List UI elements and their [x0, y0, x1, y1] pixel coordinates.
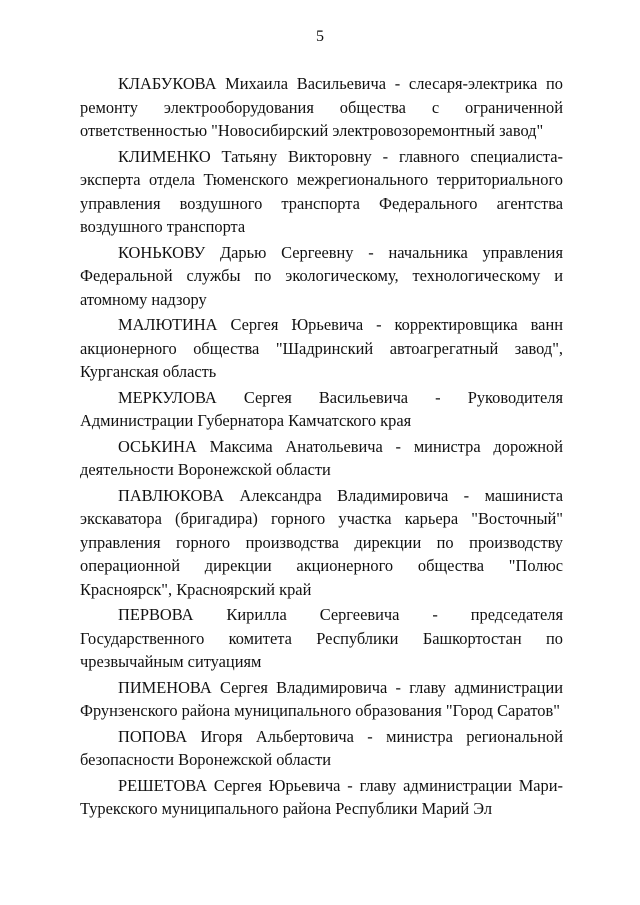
award-list	[80, 72, 563, 823]
list-item: ПИМЕНОВА Сергея Владимировича - главу администрации Фрунзенского района муниципального образования "Город Саратов"	[80, 677, 563, 720]
list-item: КЛИМЕНКО Татьяну Викторовну - главного специалиста-эксперта отдела Тюменского межрегионального территориального управления воздушного транспорта Федерального агентства воздушного транспорта	[80, 146, 563, 236]
page-number: 5	[316, 28, 324, 45]
list-item: МАЛЮТИНА Сергея Юрьевича - корректировщика ванн акционерного общества "Шадринский автоагрегатный завод", Курганская область	[80, 315, 563, 381]
list-item: ПАВЛЮКОВА Александра Владимировича - машиниста экскаватора (бригадира) горного участка карьера "Восточный" управления горного производства дирекции по производству операционной дирекции акционерного общества "Полюс Красноярск", Красноярский край	[80, 485, 563, 599]
list-item: РЕШЕТОВА Сергея Юрьевича - главу администрации Мари-Турекского муниципального района Республики Марий Эл	[80, 775, 563, 818]
list-item: КОНЬКОВУ Дарью Сергеевну - начальника управления Федеральной службы по экологическому, технологическому и атомному надзору	[80, 242, 563, 309]
list-item: ОСЬКИНА Максима Анатольевича - министра дорожной деятельности Воронежской области	[80, 436, 563, 479]
list-item: МЕРКУЛОВА Сергея Васильевича - Руководителя Администрации Губернатора Камчатского края	[80, 387, 563, 430]
list-item: КЛАБУКОВА Михаила Васильевича - слесаря-электрика по ремонту электрооборудования общества с ограниченной ответственностью "Новосибирский электровозоремонтный завод"	[80, 74, 563, 140]
list-item: ПОПОВА Игоря Альбертовича - министра региональной безопасности Воронежской области	[80, 726, 563, 769]
list-item: ПЕРВОВА Кирилла Сергеевича - председателя Государственного комитета Республики Башкортостан по чрезвычайным ситуациям	[80, 605, 563, 671]
